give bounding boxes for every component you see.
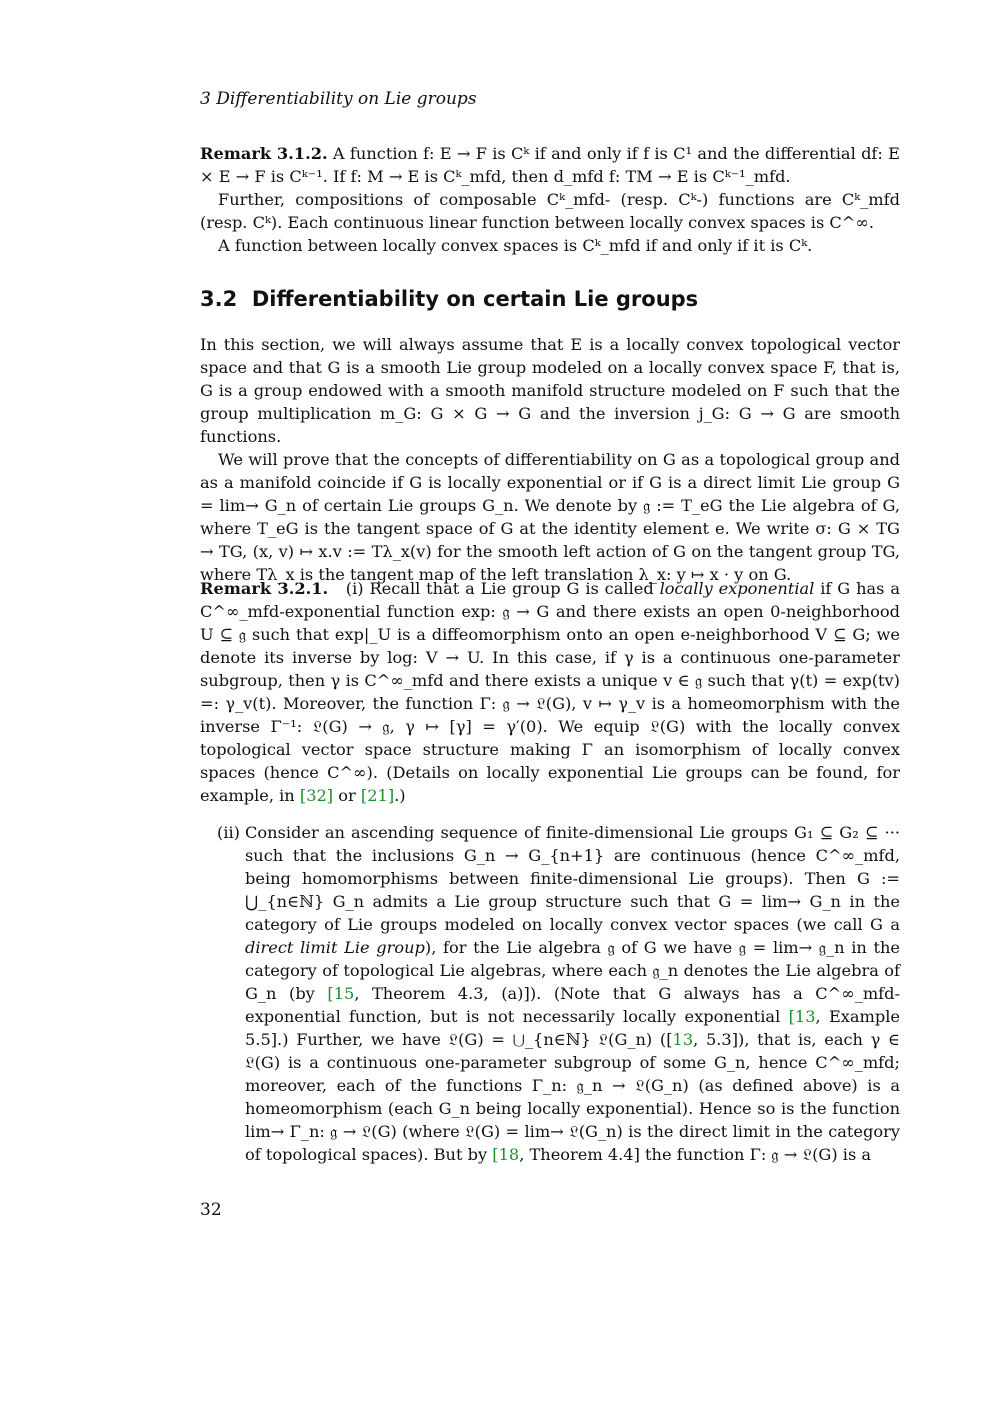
section-paragraph-2: We will prove that the concepts of differentiability on G as a topological group and as a manifold coincide if G is locally exponential or if G is a direct limit Lie group G = lim→ G_n of certain Lie groups G_n. We denote by 𝔤 := T_eG the Lie algebra of G, where T_eG is the tangent space of G at the identity element e. We write σ: G × TG → TG, (x, v) ↦ x.v := Tλ_x(v) for the smooth left action of G on the tangent group TG, where Tλ_x is the tangent map of the left translation λ_x: y ↦ x · y on G.	[200, 450, 900, 584]
emphasis: locally exponential	[659, 579, 815, 598]
item-text: , Theorem 4.4] the function Γ: 𝔤 → 𝔏(G) is a	[519, 1145, 872, 1164]
section-heading	[200, 287, 698, 311]
item-label: (ii)	[217, 823, 240, 842]
citation-link[interactable]: [21]	[360, 786, 395, 805]
section-paragraph-1: In this section, we will always assume that E is a locally convex topological vector space and that G is a smooth Lie group modeled on a locally convex space F, that is, G is a group endowed with a smooth manifold structure modeled on F such that the group multiplication m_G: G × G → G and the inversion j_G: G → G are smooth functions.	[200, 335, 900, 446]
item-text: , Theorem 4.3, (a)]). (Note that G always has a C^∞_mfd-exponential function, but is not necessarily locally exponential	[245, 984, 900, 1026]
citation-link[interactable]: [13	[788, 1007, 816, 1026]
item-text: Consider an ascending sequence of finite-dimensional Lie groups G₁ ⊆ G₂ ⊆ ··· such that the inclusions G_n → G_{n+1} are continuous (hence C^∞_mfd, being homomorphisms between finite-dimensional Lie groups). Then G := ⋃_{n∈ℕ} G_n admits a Lie group structure such that G = lim→ G_n in the category of Lie groups modeled on locally convex vector spaces (we call G a	[245, 823, 900, 934]
citation-link[interactable]: [32]	[299, 786, 334, 805]
remark-text: A function f: E → F is Cᵏ if and only if f is C¹ and the differential df: E × E → F is Cᵏ⁻¹. If f: M → E is Cᵏ_mfd, then d_mfd f: TM → E is Cᵏ⁻¹_mfd.	[200, 144, 900, 186]
item-text: or	[338, 786, 356, 805]
remark-label: Remark 3.2.1.	[200, 579, 329, 598]
item-text: , 5.3]), that is, each γ ∈ 𝔏(G) is a continuous one-parameter subgroup of some G_n, hence C^∞_mfd; moreover, each of the functions Γ_n: 𝔤_n → 𝔏(G_n) (as defined above) is a homeomorphism (each G_n being locally exponential). Hence so is the function lim→ Γ_n: 𝔤 → 𝔏(G) (where 𝔏(G) = lim→ 𝔏(G_n) is the direct limit in the category of topological spaces). But by	[245, 1030, 900, 1164]
citation-link[interactable]: [18	[492, 1145, 520, 1164]
remark-3-1-2	[200, 142, 900, 257]
citation-link[interactable]: [15	[327, 984, 355, 1003]
section-title: Differentiability on certain Lie groups	[251, 287, 699, 311]
remark-3-1-2-p1	[200, 142, 900, 188]
remark-3-2-1-item-ii	[200, 821, 900, 1166]
page-number: 32	[200, 1200, 222, 1220]
item-label: (i)	[345, 579, 364, 598]
section-number: 3.2	[200, 287, 238, 311]
item-text: if G has a C^∞_mfd-exponential function exp: 𝔤 → G and there exists an open 0-neighborhood U ⊆ 𝔤 such that exp|_U is a diffeomorphism onto an open e-neighborhood V ⊆ G; we denote its inverse by log: V → U. In this case, if γ is a continuous one-parameter subgroup, then γ is C^∞_mfd and there exists a unique v ∈ 𝔤 such that γ(t) = exp(tv) =: γ_v(t). Moreover, the function Γ: 𝔤 → 𝔏(G), v ↦ γ_v is a homeomorphism with the inverse Γ⁻¹: 𝔏(G) → 𝔤, γ ↦ [γ] = γ′(0). We equip 𝔏(G) with the locally convex topological vector space structure making Γ an isomorphism of locally convex spaces (hence C^∞). (Details on locally exponential Lie groups can be found, for example, in	[200, 579, 900, 805]
running-head: 3 Differentiability on Lie groups	[200, 89, 477, 109]
section-body	[200, 333, 900, 586]
remark-3-2-1-item-i	[200, 577, 900, 807]
item-text: Recall that a Lie group G is called	[369, 579, 654, 598]
emphasis: direct limit Lie group	[245, 938, 425, 957]
item-text: ), for the Lie algebra 𝔤 of G we have 𝔤 = lim→ 𝔤_n in the category of topological Lie algebras, where each 𝔤_n denotes the Lie algebra of G_n (by	[245, 938, 900, 1003]
remark-label: Remark 3.1.2.	[200, 144, 328, 163]
remark-3-2-1	[200, 577, 900, 1166]
remark-3-1-2-p3: A function between locally convex spaces is Cᵏ_mfd if and only if it is Cᵏ.	[218, 236, 813, 255]
remark-3-1-2-p2: Further, compositions of composable Cᵏ_mfd- (resp. Cᵏ-) functions are Cᵏ_mfd (resp. Cᵏ). Each continuous linear function between locally convex spaces is C^∞.	[200, 190, 900, 232]
item-text: , Example 5.5].) Further, we have 𝔏(G) = ⋃_{n∈ℕ} 𝔏(G_n) ([	[245, 1007, 901, 1049]
citation-link[interactable]: 13	[672, 1030, 694, 1049]
item-text: .)	[394, 786, 406, 805]
